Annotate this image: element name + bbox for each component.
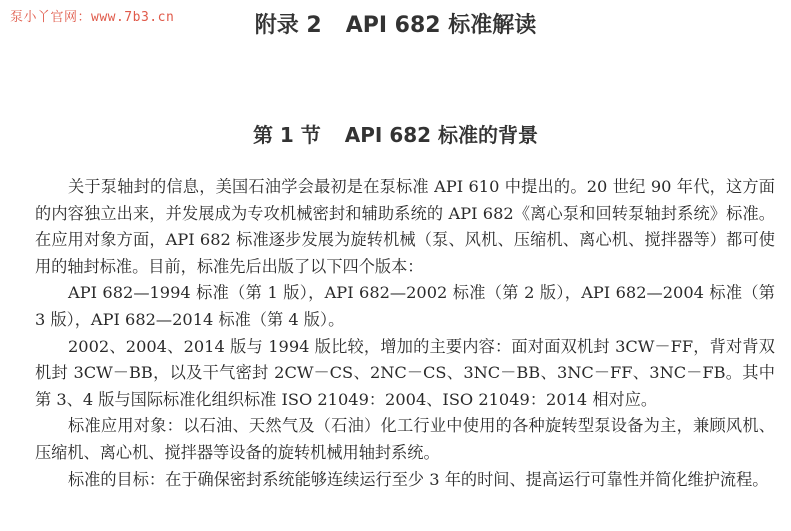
paragraph: 关于泵轴封的信息，美国石油学会最初是在泵标准 API 610 中提出的。20 世纪 90 年代，这方面的内容独立出来，并发展成为专攻机械密封和辅助系统的 API 682《离心泵和回转泵轴封系统》标准。在应用对象方面，API 682 标准逐步发展为旋转机械（泵、风机、压缩机、离心机、搅拌器等）都可使用的轴封标准。目前，标准先后出版了以下四个版本： [35,177,775,276]
appendix-title: API 682 标准解读 [345,13,537,38]
paragraph: API 682—1994 标准（第 1 版），API 682—2002 标准（第 2 版），API 682—2004 标准（第 3 版），API 682—2014 标准（第 4 版）。 [35,283,775,329]
paragraph: 2002、2004、2014 版与 1994 版比较，增加的主要内容：面对面双机封 3CW－FF，背对背双机封 3CW－BB，以及干气密封 2CW－CS、2NC－CS、3NC－BB、3NC－FF、3NC－FB。其中第 3、4 版与国际标准化组织标准 ISO 21049：2004、ISO 21049：2014 相对应。 [35,336,775,409]
appendix-label: 附录 2 [254,13,322,38]
paragraph: 标准的目标：在于确保密封系统能够连续运行至少 3 年的时间、提高运行可靠性并简化维护流程。 [68,469,769,489]
appendix-heading [0,8,791,39]
body-text [35,174,775,493]
section-heading [0,119,791,148]
paragraph: 标准应用对象：以石油、天然气及（石油）化工行业中使用的各种旋转型泵设备为主，兼顾风机、压缩机、离心机、搅拌器等设备的旋转机械用轴封系统。 [35,416,775,462]
watermark-link: 泵小丫官网：www.7b3.cn [10,10,175,25]
section-label: 第 1 节 [252,123,321,147]
section-title: API 682 标准的背景 [344,123,539,147]
